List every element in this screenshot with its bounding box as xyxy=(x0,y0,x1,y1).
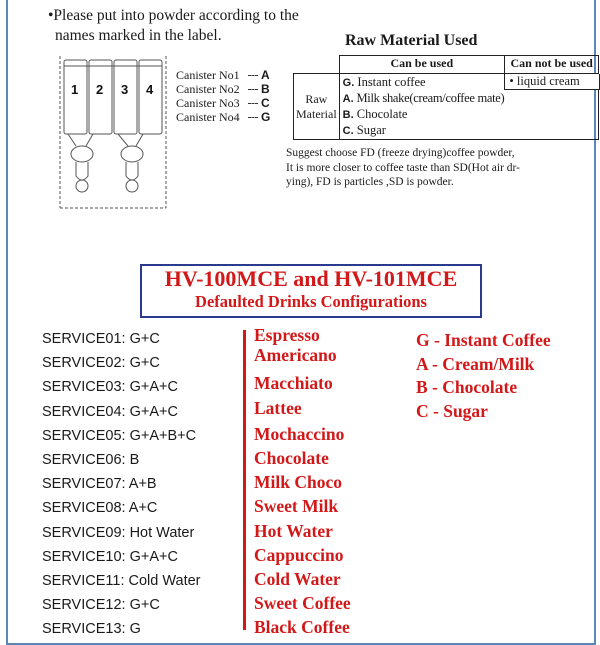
canister-code: C xyxy=(261,96,270,110)
drink-item: Hot Water xyxy=(254,520,333,541)
canister-number: 4 xyxy=(146,82,154,97)
service-item: SERVICE08: A+C xyxy=(42,500,158,517)
service-item: SERVICE10: G+A+C xyxy=(42,548,178,565)
header-cannot-be-used: Can not be used xyxy=(504,56,599,74)
service-item: SERVICE06: B xyxy=(42,451,140,468)
drink-item: Macchiato xyxy=(254,373,333,394)
canister-code: B xyxy=(261,82,270,96)
config-subtitle: Defaulted Drinks Configurations xyxy=(195,292,427,311)
service-item: SERVICE11: Cold Water xyxy=(42,572,201,589)
drink-item: Black Coffee xyxy=(254,617,350,638)
suggestion-line: ying), FD is particles ,SD is powder. xyxy=(286,176,454,188)
drink-list xyxy=(254,323,351,639)
canister-list xyxy=(176,68,270,124)
drink-item: Americano xyxy=(254,345,337,366)
service-item: SERVICE05: G+A+B+C xyxy=(42,427,197,444)
raw-material-table xyxy=(293,55,599,140)
suggestion-line: Suggest choose FD (freeze drying)coffee powder, xyxy=(286,147,515,159)
raw-material-side-label xyxy=(294,74,340,140)
canister-row xyxy=(176,82,270,96)
canister-label: Canister No1 xyxy=(176,68,240,82)
side-label-line: Raw xyxy=(305,91,328,106)
ingredient-legend xyxy=(416,329,551,423)
service-list xyxy=(42,327,201,641)
service-item: SERVICE01: G+C xyxy=(42,331,160,347)
canister-number: 3 xyxy=(121,82,129,97)
canister-number: 2 xyxy=(96,82,104,97)
legend-item: G - Instant Coffee xyxy=(416,330,551,350)
legend-item: B - Chocolate xyxy=(416,377,518,397)
config-title-box xyxy=(140,264,482,318)
drink-item: Milk Choco xyxy=(254,472,342,493)
config-title: HV-100MCE and HV-101MCE xyxy=(164,266,458,291)
canister-label: Canister No3 xyxy=(176,96,240,110)
service-item: SERVICE13: G xyxy=(42,621,141,638)
legend-item: C - Sugar xyxy=(416,400,488,421)
instruction-line: •Please put into powder according to the xyxy=(48,7,299,24)
legend-item: A - Cream/Milk xyxy=(416,353,535,374)
service-item: SERVICE02: G+C xyxy=(42,355,160,372)
canister-row xyxy=(176,96,270,110)
service-item: SERVICE09: Hot Water xyxy=(42,524,195,541)
drink-item: Espresso xyxy=(254,325,320,345)
service-item: SERVICE12: G+C xyxy=(42,597,160,614)
list-item: B. Chocolate xyxy=(342,107,408,121)
drink-item: Sweet Coffee xyxy=(254,593,351,614)
drink-item: Chocolate xyxy=(254,447,329,468)
canister-row xyxy=(176,110,270,124)
divider-line xyxy=(243,330,246,630)
drink-item: Mochaccino xyxy=(254,423,345,444)
suggestion-line: It is more closer to coffee taste than SD(Hot air dr- xyxy=(286,161,520,174)
list-item: • liquid cream xyxy=(504,74,600,90)
canister-code: G xyxy=(261,110,271,124)
cannot-be-used-list xyxy=(504,74,599,140)
suggestion-note xyxy=(286,146,576,190)
drink-item: Lattee xyxy=(254,397,302,418)
service-item: SERVICE04: G+A+C xyxy=(42,403,178,420)
canister-row xyxy=(176,68,270,82)
canister-code: A xyxy=(261,68,270,82)
side-label-line: Material xyxy=(296,106,337,121)
raw-material-title: Raw Material Used xyxy=(345,32,478,49)
service-item: SERVICE03: G+A+C xyxy=(42,379,178,396)
machine-diagram xyxy=(58,46,168,211)
can-be-used-list xyxy=(339,74,504,140)
canister-label: Canister No2 xyxy=(176,82,240,96)
instruction-text xyxy=(48,6,299,46)
list-item: A. Milk shake(cream/coffee mate) xyxy=(342,91,505,105)
instruction-line: names marked in the label. xyxy=(55,27,222,44)
canister-number: 1 xyxy=(71,82,79,97)
drink-item: Cappuccino xyxy=(254,544,344,565)
service-item: SERVICE07: A+B xyxy=(42,476,157,493)
list-item: G. Instant coffee xyxy=(342,75,426,89)
header-can-be-used: Can be used xyxy=(339,56,504,74)
drink-item: Sweet Milk xyxy=(254,496,339,517)
drink-item: Cold Water xyxy=(254,568,341,589)
list-item: C. Sugar xyxy=(342,123,386,137)
canister-label: Canister No4 xyxy=(176,110,240,124)
